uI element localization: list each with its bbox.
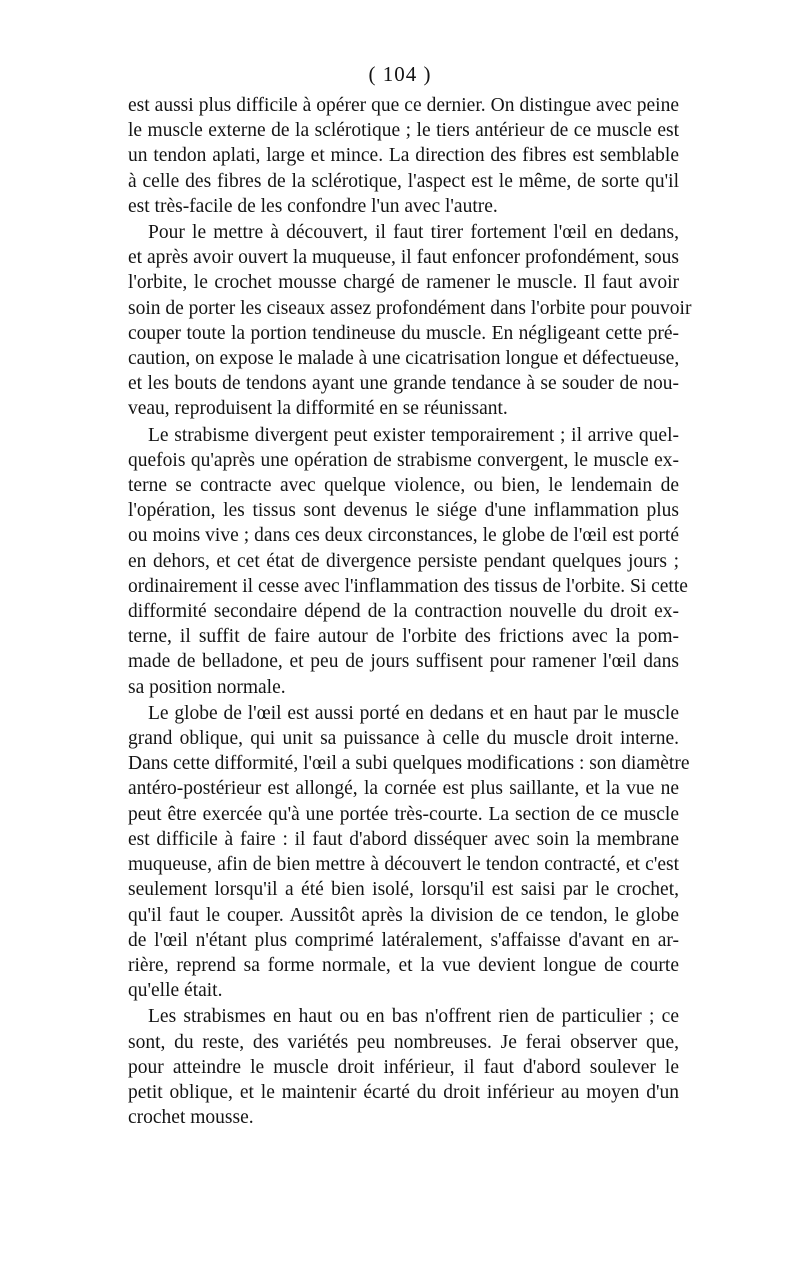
paragraph-5 <box>128 1004 679 1130</box>
text-line: de l'œil n'étant plus comprimé latéralement, s'affaisse d'avant en ar- <box>128 929 679 951</box>
text-line: l'opération, les tissus sont devenus le siége d'une inflammation plus <box>128 500 679 522</box>
paragraph-1 <box>128 93 679 219</box>
text-line: qu'il faut le couper. Aussitôt après la division de ce tendon, le globe <box>128 904 679 926</box>
text-line: petit oblique, et le maintenir écarté du droit inférieur au moyen d'un <box>128 1081 679 1103</box>
text-line: un tendon aplati, large et mince. La direction des fibres est semblable <box>128 145 679 167</box>
text-line: terne, il suffit de faire autour de l'orbite des frictions avec la pom- <box>128 626 679 648</box>
text-line: soin de porter les ciseaux assez profondément dans l'orbite pour pouvoir <box>128 297 692 319</box>
paragraph-3 <box>128 423 688 700</box>
text-line: peut être exercée qu'à une portée très-courte. La section de ce muscle <box>128 803 679 825</box>
text-line: et les bouts de tendons ayant une grande tendance à se souder de nou- <box>128 373 679 395</box>
text-line: ou moins vive ; dans ces deux circonstances, le globe de l'œil est porté <box>128 525 679 547</box>
text-line: et après avoir ouvert la muqueuse, il faut enfoncer profondément, sous <box>128 247 679 269</box>
text-line: pour atteindre le muscle droit inférieur, il faut d'abord soulever le <box>128 1056 679 1078</box>
text-line: rière, reprend sa forme normale, et la vue devient longue de courte <box>128 954 679 976</box>
text-line: Le globe de l'œil est aussi porté en dedans et en haut par le muscle <box>148 702 679 724</box>
text-line: muqueuse, afin de bien mettre à découvert le tendon contracté, et c'est <box>128 854 679 876</box>
text-line: est difficile à faire : il faut d'abord disséquer avec soin la membrane <box>128 828 679 850</box>
paragraph-4 <box>128 701 690 1003</box>
text-line: grand oblique, qui unit sa puissance à celle du muscle droit interne. <box>128 728 679 750</box>
text-line: couper toute la portion tendineuse du muscle. En négligeant cette pré- <box>128 322 679 344</box>
text-line: veau, reproduisent la difformité en se réunissant. <box>128 398 508 420</box>
paragraph-2 <box>128 220 692 422</box>
text-line: en dehors, et cet état de divergence persiste pendant quelques jours ; <box>128 550 679 572</box>
body-text <box>128 93 692 1130</box>
text-line: quefois qu'après une opération de strabisme convergent, le muscle ex- <box>128 449 679 471</box>
text-line: sa position normale. <box>128 676 286 698</box>
text-line: est aussi plus difficile à opérer que ce dernier. On distingue avec peine <box>128 95 679 116</box>
text-line: sont, du reste, des variétés peu nombreuses. Je ferai observer que, <box>128 1031 679 1053</box>
text-line: Le strabisme divergent peut exister temporairement ; il arrive quel- <box>148 424 679 446</box>
text-line: made de belladone, et peu de jours suffisent pour ramener l'œil dans <box>128 651 679 673</box>
text-line: est très-facile de les confondre l'un avec l'autre. <box>128 195 498 217</box>
text-line: qu'elle était. <box>128 980 223 1002</box>
text-line: à celle des fibres de la sclérotique, l'aspect est le même, de sorte qu'il <box>128 170 679 192</box>
text-line: antéro-postérieur est allongé, la cornée est plus saillante, et la vue ne <box>128 778 679 800</box>
text-line: seulement lorsqu'il a été bien isolé, lorsqu'il est saisi par le crochet, <box>128 879 679 901</box>
text-line: terne se contracte avec quelque violence, ou bien, le lendemain de <box>128 475 679 497</box>
text-line: le muscle externe de la sclérotique ; le tiers antérieur de ce muscle est <box>128 120 679 142</box>
text-line: difformité secondaire dépend de la contraction nouvelle du droit ex- <box>128 601 679 623</box>
text-line: Les strabismes en haut ou en bas n'offrent rien de particulier ; ce <box>148 1006 679 1028</box>
text-line: Dans cette difformité, l'œil a subi quelques modifications : son diamètre <box>128 753 690 775</box>
text-line: ordinairement il cesse avec l'inflammation des tissus de l'orbite. Si cette <box>128 575 688 597</box>
text-line: caution, on expose le malade à une cicatrisation longue et défectueuse, <box>128 348 680 370</box>
text-line: Pour le mettre à découvert, il faut tirer fortement l'œil en dedans, <box>148 222 679 244</box>
text-line: l'orbite, le crochet mousse chargé de ramener le muscle. Il faut avoir <box>128 272 679 294</box>
text-line: crochet mousse. <box>128 1107 254 1129</box>
page-number: ( 104 ) <box>368 62 432 86</box>
